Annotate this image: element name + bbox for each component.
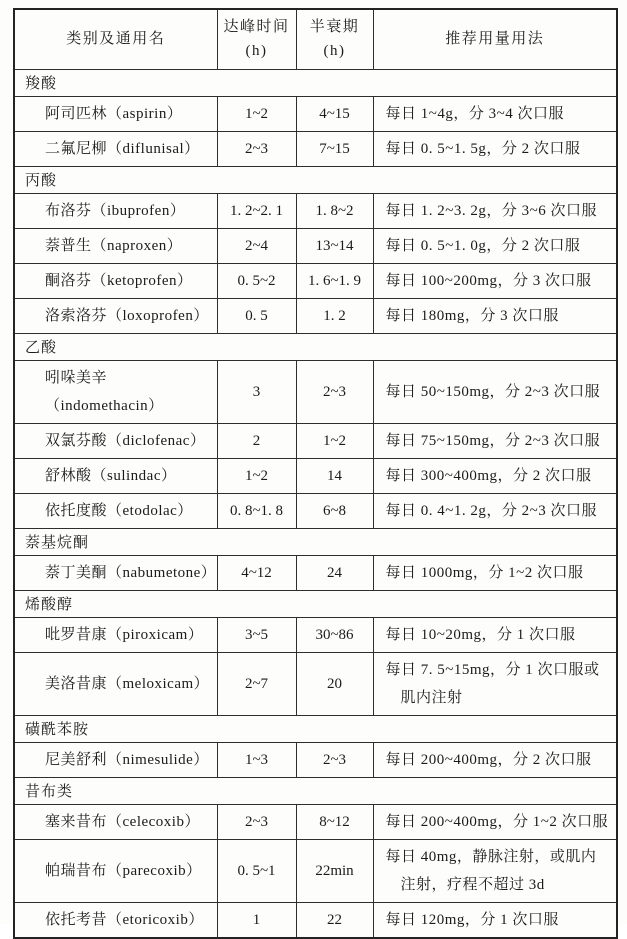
drug-name: 布洛芬（ibuprofen） <box>14 193 217 228</box>
drug-row <box>14 228 617 263</box>
drug-name: 二氟尼柳（diflunisal） <box>14 131 217 166</box>
category-row <box>14 777 617 804</box>
drug-name: 美洛昔康（meloxicam） <box>14 652 217 715</box>
category-row <box>14 333 617 360</box>
drug-name: 萘普生（naproxen） <box>14 228 217 263</box>
drug-name: 阿司匹林（aspirin） <box>14 96 217 131</box>
drug-peak-time: 3 <box>217 360 296 423</box>
drug-name: 酮洛芬（ketoprofen） <box>14 263 217 298</box>
drug-half-life: 1. 2 <box>296 298 373 333</box>
header-row <box>14 9 617 69</box>
category-name: 昔布类 <box>14 777 617 804</box>
category-name: 乙酸 <box>14 333 617 360</box>
drug-name: 吲哚美辛（indomethacin） <box>14 360 217 423</box>
drug-row <box>14 263 617 298</box>
drug-row <box>14 652 617 715</box>
drug-name: 舒林酸（sulindac） <box>14 458 217 493</box>
drug-dosage: 每日 180mg，分 3 次口服 <box>373 298 617 333</box>
drug-peak-time: 0. 5~1 <box>217 839 296 902</box>
drug-peak-time: 0. 5~2 <box>217 263 296 298</box>
drug-half-life: 1~2 <box>296 423 373 458</box>
drug-dosage: 每日 10~20mg，分 1 次口服 <box>373 617 617 652</box>
drug-peak-time: 2~4 <box>217 228 296 263</box>
drug-row <box>14 193 617 228</box>
drug-dosage: 每日 1. 2~3. 2g，分 3~6 次口服 <box>373 193 617 228</box>
drug-name: 帕瑞昔布（parecoxib） <box>14 839 217 902</box>
drug-peak-time: 0. 5 <box>217 298 296 333</box>
category-name: 萘基烷酮 <box>14 528 617 555</box>
category-row <box>14 69 617 96</box>
drug-half-life: 22 <box>296 902 373 938</box>
drug-half-life: 6~8 <box>296 493 373 528</box>
drug-peak-time: 1. 2~2. 1 <box>217 193 296 228</box>
drug-half-life: 1. 6~1. 9 <box>296 263 373 298</box>
drug-row <box>14 804 617 839</box>
drug-dosage: 每日 1~4g，分 3~4 次口服 <box>373 96 617 131</box>
drug-half-life: 13~14 <box>296 228 373 263</box>
drug-row <box>14 493 617 528</box>
col-header-dosage-label: 推荐用量用法 <box>445 31 545 48</box>
col-header-dosage <box>373 9 617 69</box>
col-header-half-life <box>296 9 373 69</box>
nsaid-pharmacokinetics-table <box>13 8 618 939</box>
category-name: 磺酰苯胺 <box>14 715 617 742</box>
drug-peak-time: 1~3 <box>217 742 296 777</box>
drug-row <box>14 617 617 652</box>
drug-peak-time: 3~5 <box>217 617 296 652</box>
drug-row <box>14 839 617 902</box>
drug-peak-time: 1 <box>217 902 296 938</box>
col-header-half-life-label: 半衰期 <box>309 19 360 36</box>
drug-half-life: 7~15 <box>296 131 373 166</box>
drug-peak-time: 2~3 <box>217 804 296 839</box>
drug-dosage: 每日 0. 5~1. 5g，分 2 次口服 <box>373 131 617 166</box>
drug-dosage: 每日 100~200mg，分 3 次口服 <box>373 263 617 298</box>
category-row <box>14 590 617 617</box>
drug-row <box>14 555 617 590</box>
drug-peak-time: 1~2 <box>217 458 296 493</box>
drug-half-life: 4~15 <box>296 96 373 131</box>
drug-dosage: 每日 200~400mg，分 2 次口服 <box>373 742 617 777</box>
drug-row <box>14 360 617 423</box>
category-row <box>14 166 617 193</box>
drug-name: 依托度酸（etodolac） <box>14 493 217 528</box>
drug-half-life: 2~3 <box>296 360 373 423</box>
drug-name: 依托考昔（etoricoxib） <box>14 902 217 938</box>
table-header <box>14 9 617 69</box>
drug-dosage: 每日 40mg，静脉注射，或肌内注射，疗程不超过 3d <box>373 839 617 902</box>
drug-dosage: 每日 200~400mg，分 1~2 次口服 <box>373 804 617 839</box>
drug-name: 洛索洛芬（loxoprofen） <box>14 298 217 333</box>
table-body <box>14 69 617 938</box>
drug-dosage: 每日 0. 5~1. 0g，分 2 次口服 <box>373 228 617 263</box>
drug-name: 吡罗昔康（piroxicam） <box>14 617 217 652</box>
drug-name: 塞来昔布（celecoxib） <box>14 804 217 839</box>
drug-half-life: 20 <box>296 652 373 715</box>
drug-dosage: 每日 300~400mg，分 2 次口服 <box>373 458 617 493</box>
category-name: 烯酸醇 <box>14 590 617 617</box>
drug-half-life: 24 <box>296 555 373 590</box>
col-header-category-name <box>14 9 217 69</box>
drug-peak-time: 2~3 <box>217 131 296 166</box>
col-header-half-life-unit: (h) <box>323 43 346 60</box>
drug-peak-time: 4~12 <box>217 555 296 590</box>
category-name: 羧酸 <box>14 69 617 96</box>
drug-dosage: 每日 7. 5~15mg，分 1 次口服或肌内注射 <box>373 652 617 715</box>
drug-peak-time: 1~2 <box>217 96 296 131</box>
drug-row <box>14 423 617 458</box>
col-header-peak-time-label: 达峰时间 <box>223 19 290 36</box>
category-row <box>14 528 617 555</box>
drug-half-life: 30~86 <box>296 617 373 652</box>
category-row <box>14 715 617 742</box>
drug-dosage: 每日 1000mg，分 1~2 次口服 <box>373 555 617 590</box>
drug-half-life: 2~3 <box>296 742 373 777</box>
col-header-peak-time <box>217 9 296 69</box>
category-name: 丙酸 <box>14 166 617 193</box>
drug-row <box>14 298 617 333</box>
drug-row <box>14 742 617 777</box>
drug-half-life: 14 <box>296 458 373 493</box>
drug-half-life: 22min <box>296 839 373 902</box>
drug-name: 尼美舒利（nimesulide） <box>14 742 217 777</box>
drug-row <box>14 458 617 493</box>
drug-row <box>14 96 617 131</box>
drug-dosage: 每日 120mg，分 1 次口服 <box>373 902 617 938</box>
drug-row <box>14 131 617 166</box>
drug-half-life: 8~12 <box>296 804 373 839</box>
col-header-category-name-label: 类别及通用名 <box>66 31 166 48</box>
drug-dosage: 每日 75~150mg，分 2~3 次口服 <box>373 423 617 458</box>
drug-peak-time: 2 <box>217 423 296 458</box>
drug-dosage: 每日 0. 4~1. 2g，分 2~3 次口服 <box>373 493 617 528</box>
drug-dosage: 每日 50~150mg，分 2~3 次口服 <box>373 360 617 423</box>
drug-name: 双氯芬酸（diclofenac） <box>14 423 217 458</box>
drug-half-life: 1. 8~2 <box>296 193 373 228</box>
drug-name: 萘丁美酮（nabumetone） <box>14 555 217 590</box>
col-header-peak-time-unit: (h) <box>245 43 268 60</box>
drug-peak-time: 0. 8~1. 8 <box>217 493 296 528</box>
drug-peak-time: 2~7 <box>217 652 296 715</box>
drug-row <box>14 902 617 938</box>
